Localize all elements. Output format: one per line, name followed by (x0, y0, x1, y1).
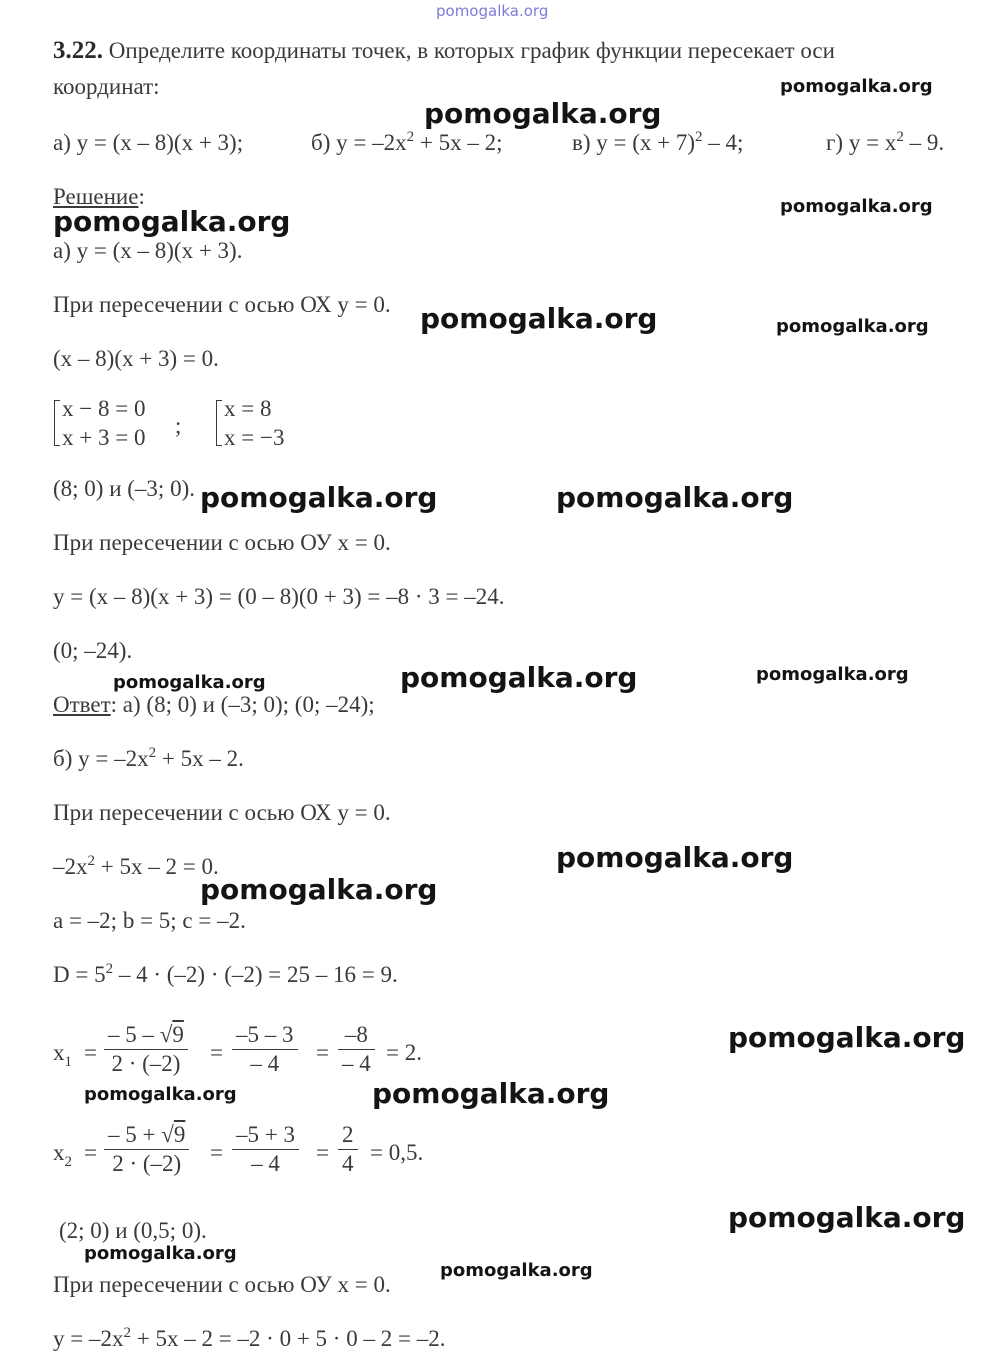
equation-b-pre: –2x (53, 854, 88, 879)
calc-oy-b-post: + 5x – 2 = –2 · 0 + 5 · 0 – 2 = –2. (130, 1326, 446, 1351)
problem-item-b-post: + 5x – 2; (414, 130, 503, 155)
x1-f3-denominator: – 4 (342, 1051, 371, 1076)
part-b-title-post: + 5x – 2. (156, 746, 244, 771)
problem-item-c (572, 130, 743, 156)
x2-f3-numerator: 2 (342, 1122, 354, 1147)
x2-eq-sign: = (84, 1140, 97, 1165)
problem-item-d (826, 130, 944, 156)
x2-fraction-3 (338, 1121, 358, 1178)
x2-fraction-2 (232, 1121, 299, 1178)
calc-oy-b-pre: y = –2x (53, 1326, 124, 1351)
x1-fraction-3 (338, 1021, 375, 1078)
watermark: pomogalka.org (84, 1243, 237, 1264)
watermark: pomogalka.org (780, 196, 933, 217)
exponent: 2 (896, 129, 904, 145)
x2-eq-sign-2: = (210, 1140, 223, 1165)
exponent: 2 (148, 745, 157, 761)
system-separator: ; (175, 413, 182, 438)
problem-line2: координат: (53, 74, 160, 99)
solution-heading-text: Решение (53, 184, 139, 209)
watermark: pomogalka.org (556, 481, 794, 514)
x2-label (53, 1140, 72, 1170)
system1-line2: x + 3 = 0 (62, 425, 146, 450)
x1-f2-numerator: –5 – 3 (236, 1022, 294, 1047)
part-a-title: а) y = (x – 8)(x + 3). (53, 238, 243, 263)
watermark: pomogalka.org (200, 873, 438, 906)
x2-f3-denominator: 4 (342, 1151, 354, 1176)
watermark-top: pomogalka.org (436, 2, 549, 20)
x-var: x (53, 1040, 65, 1065)
x-var: x (53, 1140, 65, 1165)
x1-eq-sign-3: = (316, 1040, 329, 1065)
discriminant-pre: D = 5 (53, 962, 106, 987)
exponent: 2 (105, 961, 114, 977)
exponent: 2 (406, 129, 415, 145)
x2-subscript: 2 (64, 1154, 72, 1170)
equation-b-post: + 5x – 2 = 0. (95, 854, 219, 879)
x2-f2-numerator: –5 + 3 (236, 1122, 295, 1147)
part-b-title (53, 746, 244, 772)
x2-result: = 0,5. (370, 1140, 424, 1165)
watermark: pomogalka.org (776, 316, 929, 337)
discriminant-post: – 4 · (–2) · (–2) = 25 – 16 = 9. (113, 962, 398, 987)
problem-number: 3.22. (53, 37, 103, 64)
system2-line1: x = 8 (224, 396, 272, 421)
sqrt-arg: 9 (172, 1022, 184, 1047)
calc-oy-b (53, 1326, 445, 1352)
calc-oy-a: y = (x – 8)(x + 3) = (0 – 8)(0 + 3) = –8 · 3 = –24. (53, 584, 505, 609)
x1-f1-denominator: 2 · (–2) (111, 1051, 181, 1076)
watermark: pomogalka.org (53, 205, 291, 238)
answer-label: Ответ (53, 692, 111, 717)
watermark: pomogalka.org (420, 302, 658, 335)
ox-intersection-a: При пересечении с осью ОХ y = 0. (53, 292, 391, 317)
x1-fraction-1 (104, 1021, 188, 1078)
x1-label (53, 1040, 72, 1070)
watermark: pomogalka.org (400, 661, 638, 694)
equation-b (53, 854, 219, 880)
system-bracket-2 (216, 400, 222, 446)
oy-intersection-b: При пересечении с осью ОУ x = 0. (53, 1272, 391, 1297)
watermark: pomogalka.org (728, 1021, 966, 1054)
problem-line1 (53, 38, 835, 64)
watermark: pomogalka.org (424, 97, 662, 130)
problem-item-a: а) y = (x – 8)(x + 3); (53, 130, 244, 155)
watermark: pomogalka.org (780, 76, 933, 97)
exponent: 2 (87, 853, 95, 869)
x1-f1-num-pre: – 5 – (108, 1022, 160, 1047)
part-b-title-pre: б) y = –2x (53, 746, 149, 771)
problem-item-c-pre: в) y = (x + 7) (572, 130, 696, 155)
x2-eq-sign-3: = (316, 1140, 329, 1165)
watermark: pomogalka.org (84, 1084, 237, 1105)
x2-fraction-1 (104, 1121, 189, 1178)
ox-intersection-b: При пересечении с осью ОХ y = 0. (53, 800, 391, 825)
problem-item-d-post: – 9. (903, 130, 945, 155)
x1-subscript: 1 (64, 1054, 72, 1070)
x2-f2-denominator: – 4 (251, 1151, 280, 1176)
problem-item-d-pre: г) y = x (826, 130, 897, 155)
watermark: pomogalka.org (440, 1260, 593, 1281)
x1-f1-numerator: – 5 – √9 (108, 1022, 184, 1047)
x2-f1-numerator: – 5 + √9 (108, 1122, 186, 1147)
system2-line2: x = −3 (224, 425, 285, 450)
answer-text: : а) (8; 0) и (–3; 0); (0; –24); (110, 692, 375, 717)
watermark: pomogalka.org (113, 672, 266, 693)
watermark: pomogalka.org (728, 1201, 966, 1234)
watermark: pomogalka.org (372, 1077, 610, 1110)
oy-intersection-a: При пересечении с осью ОУ x = 0. (53, 530, 391, 555)
point-oy-a: (0; –24). (53, 638, 133, 663)
x1-eq-sign: = (84, 1040, 97, 1065)
system1-line1: x − 8 = 0 (62, 396, 146, 421)
problem-text: Определите координаты точек, в которых график функции пересекает оси (108, 38, 835, 63)
coefficients: a = –2; b = 5; c = –2. (53, 908, 246, 933)
watermark: pomogalka.org (556, 841, 794, 874)
watermark: pomogalka.org (756, 664, 909, 685)
x1-f3-numerator: –8 (344, 1022, 368, 1047)
exponent: 2 (123, 1325, 131, 1341)
x1-fraction-2 (232, 1021, 298, 1078)
x2-f1-denominator: 2 · (–2) (112, 1151, 182, 1176)
exponent: 2 (695, 129, 703, 145)
problem-item-b (311, 130, 502, 156)
solution-heading-colon: : (138, 184, 145, 209)
x1-eq-sign-2: = (210, 1040, 223, 1065)
x2-f1-num-pre: – 5 + (108, 1122, 162, 1147)
watermark: pomogalka.org (200, 481, 438, 514)
system-bracket-1 (54, 400, 60, 446)
points-ox-a: (8; 0) и (–3; 0). (53, 476, 195, 501)
points-ox-b: (2; 0) и (0,5; 0). (59, 1218, 207, 1243)
answer-a (53, 692, 375, 718)
x1-f2-denominator: – 4 (250, 1051, 280, 1076)
equation-a: (x – 8)(x + 3) = 0. (53, 346, 219, 371)
problem-item-c-post: – 4; (702, 130, 744, 155)
discriminant (53, 962, 398, 988)
problem-item-b-pre: б) y = –2x (311, 130, 407, 155)
sqrt-arg: 9 (173, 1122, 186, 1147)
x1-result: = 2. (386, 1040, 422, 1065)
